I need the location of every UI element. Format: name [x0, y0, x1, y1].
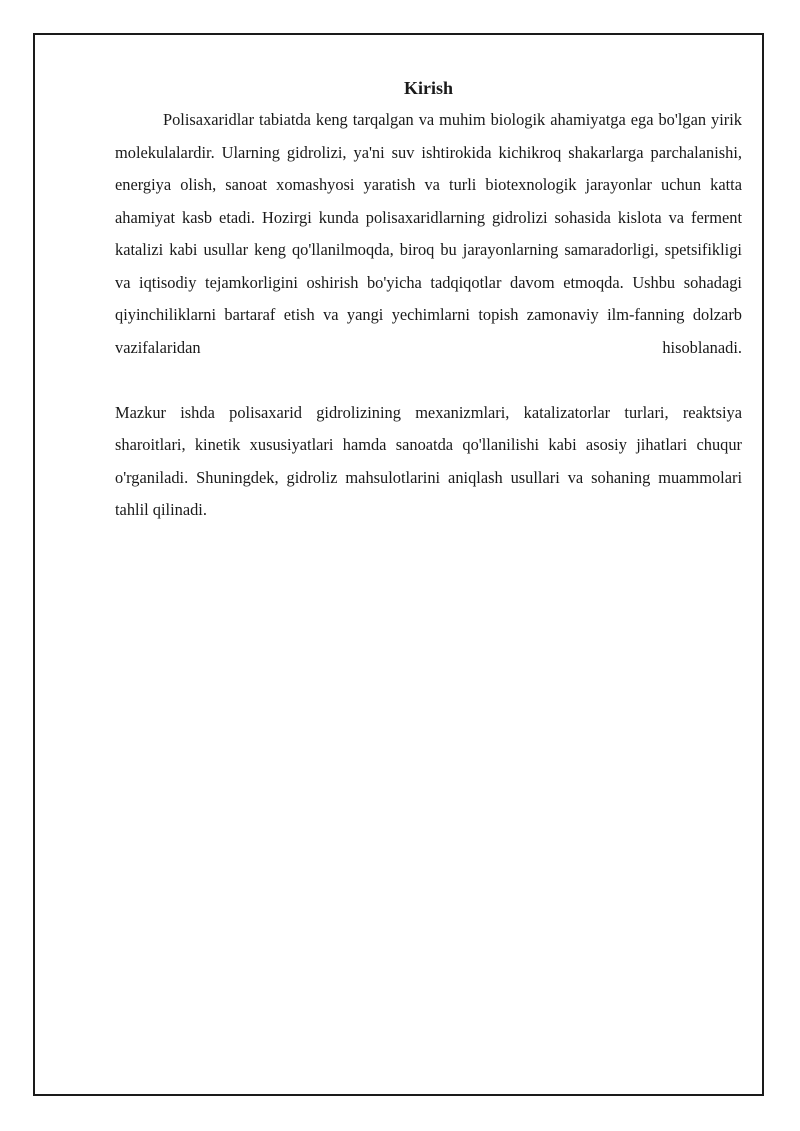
paragraph-scope: Mazkur ishda polisaxarid gidrolizining mexanizmlari, katalizatorlar turlari, reaktsiya sharoitlari, kinetik xususiyatlari hamda sanoatda qo'llanilishi kabi asosiy jihatlari chuqur o'rganiladi. Shuningdek, gidroliz mahsulotlarini aniqlash usullari va sohaning muammolari tahlil qilinadi.: [115, 402, 742, 519]
paragraph-intro: Polisaxaridlar tabiatda keng tarqalgan va muhim biologik ahamiyatga ega bo'lgan yirik molekulalardir. Ularning gidrolizi, ya'ni suv ishtirokida kichikroq shakarlarga parchalanishi, energiya olish, sanoat xomashyosi yaratish va turli biotexnologik jarayonlar uchun katta ahamiyat kasb etadi. Hozirgi kunda polisaxaridlarning gidrolizi sohasida kislota va ferment katalizi kabi usullar keng qo'llanilmoqda, biroq bu jarayonlarning samaradorligi, spetsifikligi va iqtisodiy tejamkorligini oshirish bo'yicha tadqiqotlar davom etmoqda. Ushbu sohadagi qiyinchiliklarni bartaraf etish va yangi yechimlarni topish zamonaviy ilm-fanning dolzarb vazifalaridan hisoblanadi.: [115, 110, 742, 357]
document-body: [115, 72, 742, 527]
paragraph-spacer: [115, 364, 742, 397]
document-title: Kirish: [403, 78, 453, 98]
